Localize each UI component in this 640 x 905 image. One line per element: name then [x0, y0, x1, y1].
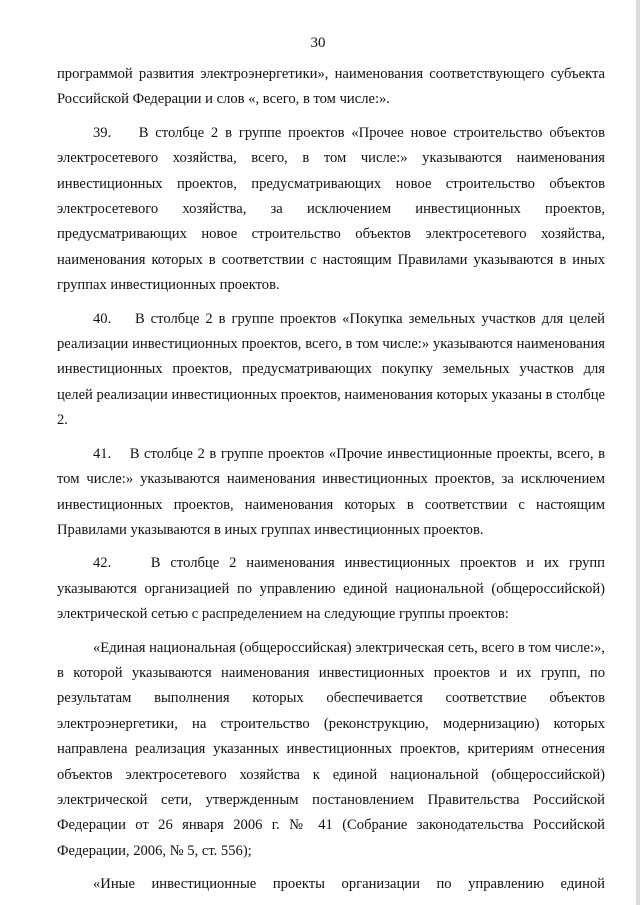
document-body: [57, 62, 605, 898]
paragraph-group-other-projects: «Иные инвестиционные проекты организации по управлению единой: [93, 876, 605, 893]
paragraph-item-42: 42. В столбце 2 наименования инвестиционных проектов и их групп указываются организацией по управлению единой национальной (общероссийской) электрической сетью с распределением на следующие группы проектов:: [57, 555, 605, 623]
page-number: 30: [310, 35, 326, 51]
paragraph-continuation: программой развития электроэнергетики», наименования соответствующего субъекта Российской Федерации и слов «, всего, в том числе:».: [57, 66, 605, 108]
paragraph-item-39: 39. В столбце 2 в группе проектов «Прочее новое строительство объектов электросетевого хозяйства, всего, в том числе:» указываются наименования инвестиционных проектов, предусматривающих новое строительство объектов электросетевого хозяйства, за исключением инвестиционных проектов, предусматривающих новое строительство объектов электросетевого хозяйства, наименования которых в соответствии с настоящим Правилами указываются в иных группах инвестиционных проектов.: [57, 124, 605, 294]
paragraph-item-41: 41. В столбце 2 в группе проектов «Прочие инвестиционные проекты, всего, в том числе:» указываются наименования инвестиционных проектов, за исключением инвестиционных проектов, наименования которых в соответствии с настоящим Правилами указываются в иных группах инвестиционных проектов.: [57, 445, 605, 538]
paragraph-item-40: 40. В столбце 2 в группе проектов «Покупка земельных участков для целей реализации инвестиционных проектов, всего, в том числе:» указываются наименования инвестиционных проектов, предусматривающих покупку земельных участков для целей реализации инвестиционных проектов, наименования которых указаны в столбце 2.: [57, 310, 605, 429]
paragraph-group-national-grid: «Единая национальная (общероссийская) электрическая сеть, всего в том числе:», в которой указываются наименования инвестиционных проектов и их групп, по результатам выполнения которых обеспечивается соответствие объектов электроэнергетики, на строительство (реконструкцию, модернизацию) которых направлена реализация указанных инвестиционных проектов, критериям отнесения объектов электросетевого хозяйства к единой национальной (общероссийской) электрической сети, утвержденным постановлением Правительства Российской Федерации от 26 января 2006 г. № 41 (Собрание законодательства Российской Федерации, 2006, № 5, ст. 556);: [57, 639, 605, 859]
page-edge-shadow: [636, 0, 640, 905]
